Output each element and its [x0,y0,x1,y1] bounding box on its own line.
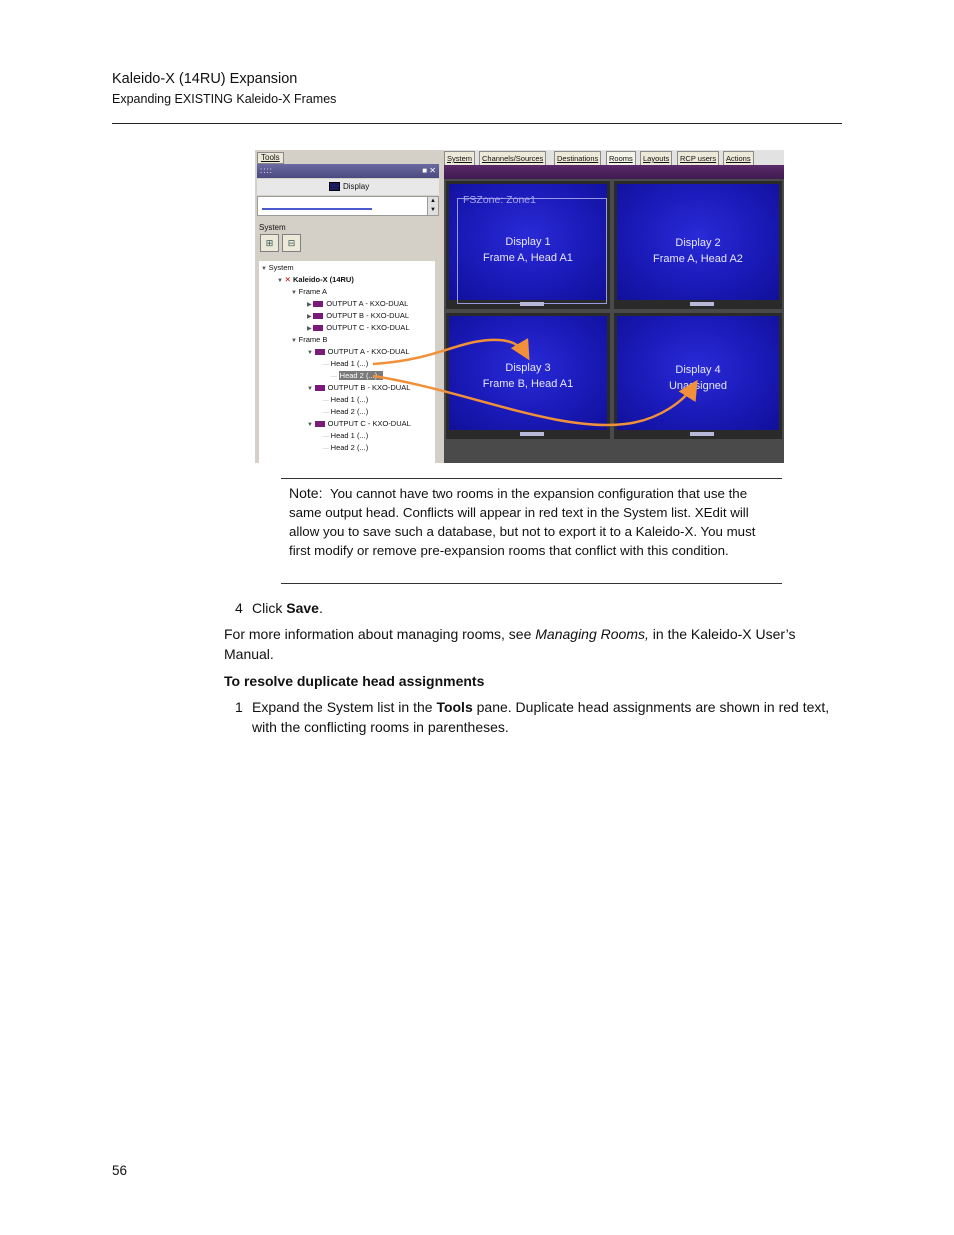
output-card-icon [313,301,323,307]
pane-window-controls[interactable]: ■ ✕ [422,166,436,175]
output-card-icon [315,349,325,355]
output-card-icon [315,421,325,427]
tree-node[interactable] [323,359,368,370]
tree-node-label: Frame A [298,287,327,296]
display-screen [617,184,779,300]
tree-node-label: Head 2 (...) [339,371,384,380]
system-label: System [259,223,286,232]
xedit-screenshot [255,150,784,463]
monitor-display-1[interactable] [446,181,610,309]
tab-destinations[interactable]: Destinations [554,151,601,165]
output-card-icon [315,385,325,391]
tools-pane [255,150,441,463]
expand-caret-icon[interactable]: ▼ [261,266,269,272]
tree-node-label: OUTPUT B - KXO-DUAL [327,383,411,392]
step-4-bold: Save [286,600,319,616]
display-screen [449,316,607,430]
monitor-display-4[interactable] [614,313,782,439]
step-1-text [252,697,844,737]
selector-progress [262,208,372,213]
note-box [281,478,782,584]
brand-logo [520,302,544,306]
tab-actions[interactable]: Actions [723,151,754,165]
tree-node[interactable] [307,323,409,334]
zone-label: FSZone: Zone1 [463,194,536,206]
pane-title-bar [257,164,439,178]
tree-node[interactable] [323,443,368,454]
tools-tab[interactable]: Tools [257,152,284,164]
tree-connector: ··· [323,410,331,416]
note-text-block [289,484,779,560]
tree-node[interactable] [307,311,409,322]
tree-node[interactable] [307,347,410,358]
step-4-number: 4 [235,600,243,616]
running-header-title: Kaleido-X (14RU) Expansion [112,71,298,87]
tree-connector: ··· [323,398,331,404]
collapse-caret-icon[interactable]: ▶ [307,302,314,308]
tree-node-label: Head 2 (...) [330,407,369,416]
selector-spin-icon[interactable]: ▲ ▼ [427,197,438,215]
display-screen [449,184,607,300]
collapse-all-button[interactable]: ⊟ [282,234,301,252]
tree-node-label: Head 1 (...) [330,395,369,404]
display-selector[interactable] [257,196,439,216]
brand-logo [690,432,714,436]
tree-node[interactable] [323,395,368,406]
tree-node-label: Head 2 (...) [330,443,369,452]
display-name: Display 1 [505,236,551,248]
more-info-italic: Managing Rooms, [535,626,649,642]
tree-node-label: Frame B [298,335,328,344]
step-4-pre: Click [252,600,287,616]
tree-node-label: System [268,263,294,272]
tree-node-label: Head 1 (...) [330,359,369,368]
display-name: Display 2 [675,237,721,249]
system-tree [259,261,435,463]
tree-connector: ··· [323,434,331,440]
display-screen [617,316,779,430]
step-4-post: . [318,600,323,616]
tab-rooms[interactable]: Rooms [606,151,636,165]
header-rule [112,123,842,124]
tab-channels-sources[interactable]: Channels/Sources [479,151,546,165]
brand-logo [520,432,544,436]
expand-caret-icon[interactable]: ▼ [291,338,299,344]
tree-node-label: OUTPUT B - KXO-DUAL [326,311,410,320]
tree-node[interactable] [331,371,383,382]
expand-caret-icon[interactable]: ▼ [277,278,285,284]
tree-node[interactable] [307,299,408,310]
more-info-pre: For more information about managing rooms, see [224,626,536,642]
tree-node[interactable] [307,383,410,394]
display-label: Display [343,182,370,191]
brand-logo [690,302,714,306]
more-info-post: in the Kaleido-X User’s Manual. [224,626,796,662]
tree-node[interactable] [323,407,368,418]
tree-node-label: Head 1 (...) [330,431,369,440]
collapse-caret-icon[interactable]: ▶ [307,326,314,332]
room-header-bar [444,165,784,179]
step-1-pre: Expand the System list in the [252,699,437,715]
tree-node[interactable] [291,287,327,298]
step-1-number: 1 [235,699,243,715]
tree-connector: ··· [323,446,331,452]
tree-node-label: OUTPUT A - KXO-DUAL [326,299,409,308]
display-assignment: Frame A, Head A2 [653,253,743,265]
tree-node[interactable] [307,419,411,430]
tree-node-label: OUTPUT A - KXO-DUAL [327,347,410,356]
monitor-display-2[interactable] [614,181,782,309]
display-assignment: Unassigned [668,380,728,392]
expand-caret-icon[interactable]: ▼ [291,290,299,296]
tree-node[interactable] [261,263,294,274]
note-label: Note: [289,485,323,501]
monitor-display-3[interactable] [446,313,610,439]
frame-icon: ✕ [284,275,293,284]
tab-layouts[interactable]: Layouts [640,151,672,165]
procedure-heading: To resolve duplicate head assignments [224,673,485,689]
tree-node-label: OUTPUT C - KXO-DUAL [326,323,410,332]
collapse-caret-icon[interactable]: ▶ [307,314,314,320]
rooms-pane [444,150,784,463]
expand-caret-icon[interactable]: ▼ [307,422,315,428]
step-1-bold: Tools [436,699,473,715]
tree-connector: ··· [331,374,339,380]
more-info-paragraph [224,625,844,664]
tab-rcp-users[interactable]: RCP users [677,151,719,165]
tree-connector: ··· [323,362,331,368]
tree-node-label: Kaleido-X (14RU) [292,275,354,284]
tree-node[interactable] [323,431,368,442]
room-display-grid [444,179,784,463]
output-card-icon [313,313,323,319]
grip-handle[interactable]: :::: [260,166,273,175]
display-name: Display 4 [675,364,721,376]
tab-system[interactable]: System [444,151,475,165]
tree-node-label: OUTPUT C - KXO-DUAL [327,419,411,428]
page-number: 56 [112,1163,128,1178]
display-name: Display 3 [505,362,551,374]
expand-all-button[interactable]: ⊞ [260,234,279,252]
output-card-icon [313,325,323,331]
display-assignment: Frame A, Head A1 [483,252,573,264]
step-4-text [252,598,323,618]
display-row [257,179,439,195]
tree-node[interactable] [291,335,327,346]
display-icon [329,182,340,191]
expand-caret-icon[interactable]: ▼ [307,386,315,392]
note-body: You cannot have two rooms in the expansion configuration that use the same output head. Conflicts will appear in red text in the System list. XEdit will allow you to save such a database, but not to export it to a Kaleido-X. You must first modify or remove pre-expansion rooms that conflict with this condition. [289,486,756,558]
running-header-subtitle: Expanding EXISTING Kaleido-X Frames [112,92,337,106]
expand-caret-icon[interactable]: ▼ [307,350,315,356]
step-1-post: pane. Duplicate head assignments are shown in red text, with the conflicting rooms in parentheses. [252,699,830,735]
display-assignment: Frame B, Head A1 [482,378,574,390]
tree-node[interactable] [277,275,354,286]
